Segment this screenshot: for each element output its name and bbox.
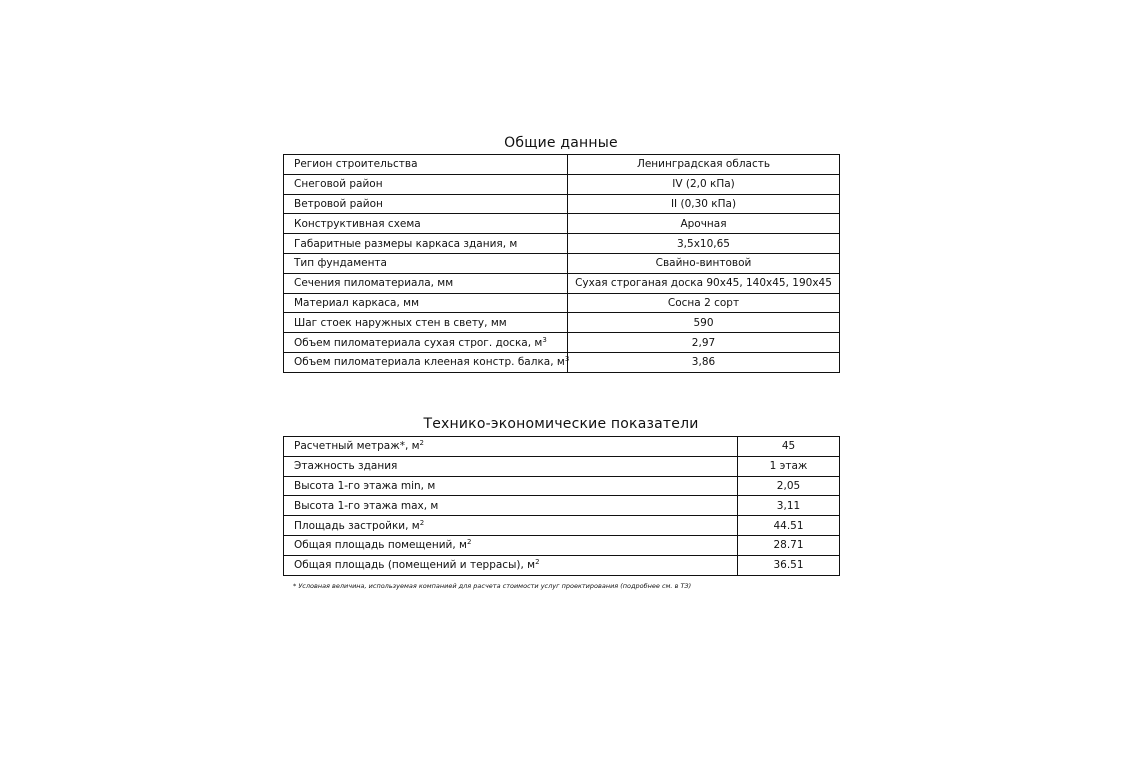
row-value: IV (2,0 кПа) [568, 174, 840, 194]
unit-superscript: 2 [419, 439, 425, 448]
row-value: Ленинградская область [568, 155, 840, 175]
row-label: Объем пиломатериала сухая строг. доска, м [294, 336, 543, 349]
row-value: Сухая строганая доска 90x45, 140x45, 190x45 [568, 273, 840, 293]
row-value: 1 этаж [738, 456, 840, 476]
general-data-title: Общие данные [504, 135, 618, 151]
row-value: 45 [738, 437, 840, 457]
row-label-cell [284, 516, 738, 536]
footnote: * Условная величина, используемая компанией для расчета стоимости услуг проектирования (подробнее см. в ТЗ) [293, 582, 692, 590]
row-label-cell [284, 535, 738, 555]
table-row [284, 352, 840, 372]
row-value: 3,86 [568, 352, 840, 372]
row-label: Сечения пиломатериала, мм [294, 277, 454, 290]
row-label: Этажность здания [294, 460, 398, 473]
row-label-cell [284, 313, 568, 333]
table-row [284, 214, 840, 234]
row-label: Площадь застройки, м [294, 519, 420, 532]
row-label: Материал каркаса, мм [294, 296, 419, 309]
row-value: 3,5x10,65 [568, 234, 840, 254]
row-label-cell [284, 555, 738, 575]
row-label: Общая площадь (помещений и террасы), м [294, 559, 536, 572]
unit-superscript: 3 [542, 335, 547, 344]
table-row [284, 333, 840, 353]
tep-table [283, 436, 840, 576]
row-value: 3,11 [738, 496, 840, 516]
row-label-cell [284, 174, 568, 194]
table-row [284, 555, 840, 575]
row-label: Снеговой район [294, 178, 383, 191]
row-label-cell [284, 496, 738, 516]
unit-superscript: 2 [419, 518, 425, 527]
row-value: Сосна 2 сорт [568, 293, 840, 313]
row-value: 2,05 [738, 476, 840, 496]
row-label-cell [284, 456, 738, 476]
unit-superscript: 2 [466, 538, 472, 547]
table-row [284, 253, 840, 273]
row-label: Объем пиломатериала клееная констр. балка, м [294, 356, 565, 369]
row-label: Тип фундамента [294, 257, 387, 270]
row-label-cell [284, 476, 738, 496]
row-label-cell [284, 253, 568, 273]
general-data-table [283, 154, 840, 373]
table-row [284, 496, 840, 516]
row-label-cell [284, 333, 568, 353]
tep-title: Технико-экономические показатели [423, 416, 699, 432]
table-row [284, 155, 840, 175]
row-label: Ветровой район [294, 197, 383, 210]
row-value: 590 [568, 313, 840, 333]
row-value: Свайно-винтовой [568, 253, 840, 273]
row-label-cell [284, 214, 568, 234]
row-value: 44.51 [738, 516, 840, 536]
row-label-cell [284, 293, 568, 313]
row-label-cell [284, 437, 738, 457]
row-value: 2,97 [568, 333, 840, 353]
row-value: 36.51 [738, 555, 840, 575]
row-label-cell [284, 194, 568, 214]
row-label-cell [284, 352, 568, 372]
row-label: Расчетный метраж*, м [294, 440, 420, 453]
unit-superscript: 3 [564, 355, 570, 364]
table-row [284, 535, 840, 555]
row-label: Конструктивная схема [294, 217, 421, 230]
table-row [284, 293, 840, 313]
row-label: Высота 1-го этажа min, м [294, 479, 436, 492]
table-row [284, 234, 840, 254]
table-row [284, 476, 840, 496]
row-label: Высота 1-го этажа max, м [294, 499, 439, 512]
table-row [284, 456, 840, 476]
table-row [284, 313, 840, 333]
unit-superscript: 2 [535, 558, 540, 567]
table-row [284, 194, 840, 214]
row-label-cell [284, 234, 568, 254]
row-label: Габаритные размеры каркаса здания, м [294, 237, 518, 250]
row-value: II (0,30 кПа) [568, 194, 840, 214]
table-row [284, 437, 840, 457]
row-value: 28.71 [738, 535, 840, 555]
row-label-cell [284, 273, 568, 293]
table-row [284, 174, 840, 194]
table-row [284, 516, 840, 536]
row-label: Общая площадь помещений, м [294, 539, 467, 552]
table-row [284, 273, 840, 293]
row-value: Арочная [568, 214, 840, 234]
row-label-cell [284, 155, 568, 175]
row-label: Шаг стоек наружных стен в свету, мм [294, 316, 507, 329]
row-label: Регион строительства [294, 158, 418, 171]
